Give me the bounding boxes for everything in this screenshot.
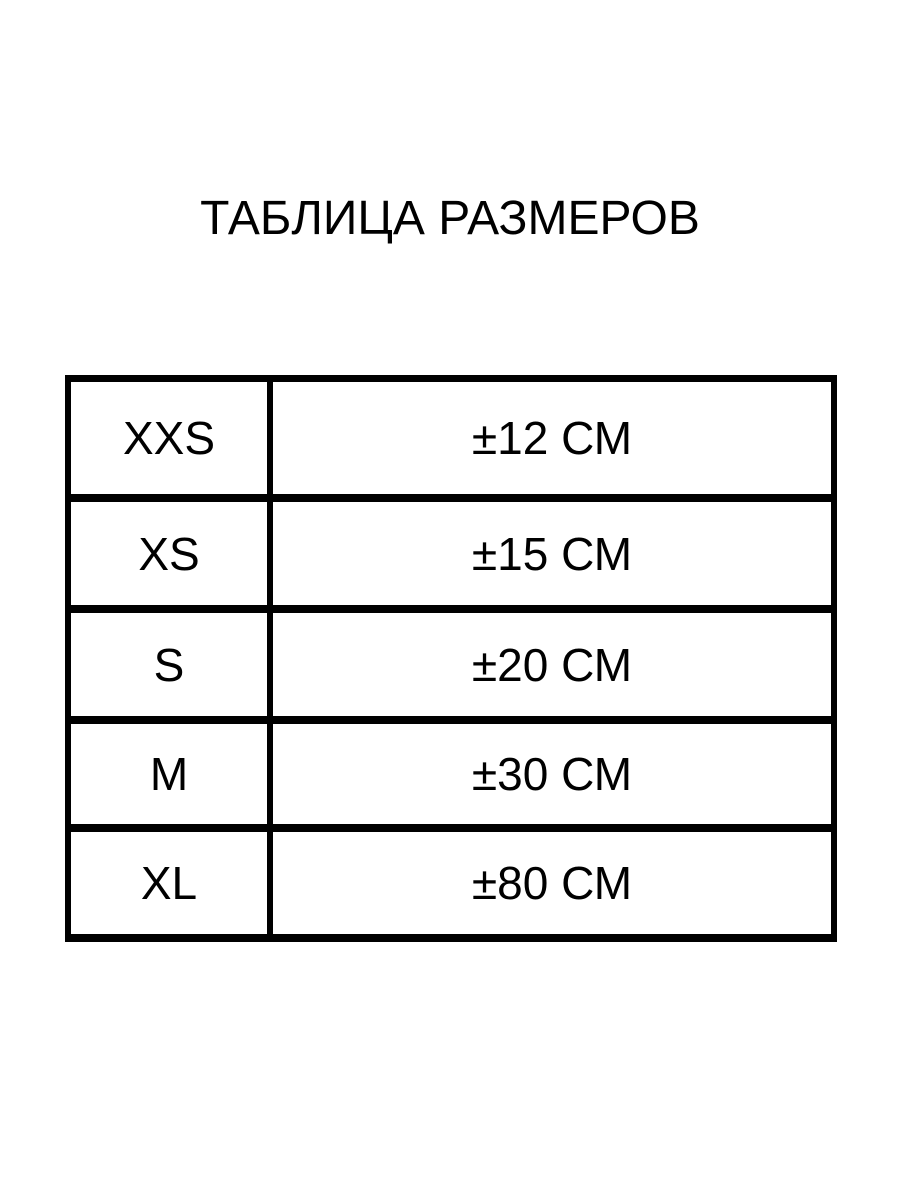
page-title: ТАБЛИЦА РАЗМЕРОВ bbox=[200, 192, 700, 245]
size-measurement-s: ±20 СМ bbox=[273, 613, 831, 716]
size-label-s: S bbox=[71, 613, 267, 716]
size-measurement-xl: ±80 СМ bbox=[273, 832, 831, 934]
size-label-xl: XL bbox=[71, 832, 267, 934]
size-label-xs: XS bbox=[71, 502, 267, 605]
size-measurement-xxs: ±12 СМ bbox=[273, 382, 831, 494]
size-measurement-xs: ±15 СМ bbox=[273, 502, 831, 605]
size-table bbox=[65, 375, 837, 942]
size-label-xxs: XXS bbox=[71, 382, 267, 494]
size-label-m: M bbox=[71, 724, 267, 824]
size-measurement-m: ±30 СМ bbox=[273, 724, 831, 824]
